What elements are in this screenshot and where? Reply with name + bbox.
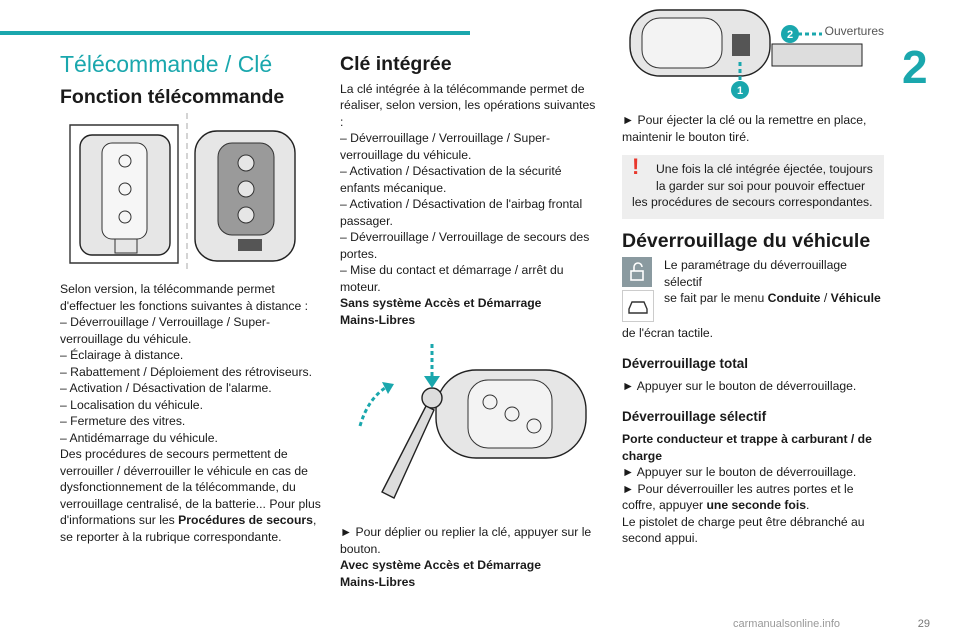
text-line: verrouillage centralisé, de la batterie... Pour plus bbox=[60, 496, 321, 511]
heading-remote-function: Fonction télécommande bbox=[60, 85, 285, 108]
text-span: / bbox=[820, 291, 831, 305]
text-line: de l'écran tactile. bbox=[622, 326, 714, 340]
list-item: passager. bbox=[340, 213, 393, 228]
heading-total-unlocking: Déverrouillage total bbox=[622, 355, 749, 371]
text-line: Une fois la clé intégrée éjectée, toujours bbox=[656, 162, 873, 176]
list-item: – Activation / Désactivation de l'airbag frontal bbox=[340, 197, 583, 211]
text-line bbox=[622, 497, 884, 514]
eject-key-illustration bbox=[622, 4, 884, 102]
text-line: ► Pour déplier ou replier la clé, appuyer sur le bbox=[340, 525, 592, 539]
text-line: ► Appuyer sur le bouton de déverrouillage. bbox=[622, 465, 857, 479]
text-line: se reporter à la rubrique correspondante. bbox=[60, 529, 282, 544]
section-label: Ouvertures bbox=[824, 24, 884, 38]
header-rule bbox=[0, 31, 470, 35]
list-item: – Éclairage à distance. bbox=[60, 348, 184, 362]
subheading: charge bbox=[622, 448, 662, 463]
text-span: une seconde fois bbox=[706, 498, 807, 512]
text-line: second appui. bbox=[622, 531, 698, 545]
list-item: – Déverrouillage / Verrouillage de secours des bbox=[340, 230, 590, 244]
list-item: – Déverrouillage / Verrouillage / Super- bbox=[340, 131, 551, 145]
subheading: Avec système Accès et Démarrage bbox=[340, 558, 541, 572]
subheading: Mains-Libres bbox=[340, 312, 416, 327]
heading-unlocking: Déverrouillage du véhicule bbox=[622, 229, 871, 252]
column-integrated-key bbox=[340, 50, 602, 590]
text-span: coffre, appuyer bbox=[622, 498, 707, 512]
text-line bbox=[60, 512, 322, 529]
list-item: enfants mécanique. bbox=[340, 180, 447, 195]
setting-icons bbox=[622, 257, 654, 325]
text-span: , bbox=[312, 513, 317, 527]
text-line: La clé intégrée à la télécommande permet de bbox=[340, 81, 585, 96]
heading-integrated-key: Clé intégrée bbox=[340, 53, 452, 75]
text-line: les procédures de secours correspondantes. bbox=[632, 195, 873, 209]
list-item: – Rabattement / Déploiement des rétroviseurs. bbox=[60, 364, 312, 379]
unlock-icon bbox=[622, 257, 652, 287]
warning-box bbox=[622, 155, 884, 219]
text-line: d'effectuer les fonctions suivantes à distance : bbox=[60, 298, 309, 313]
page-title: Télécommande / Clé bbox=[60, 51, 273, 77]
page-number: 29 bbox=[917, 618, 930, 630]
watermark: carmanualsonline.info bbox=[733, 618, 841, 630]
heading-selective-unlocking: Déverrouillage sélectif bbox=[622, 408, 767, 424]
link-emergency-procedures: Procédures de secours bbox=[178, 513, 313, 527]
subheading: Sans système Accès et Démarrage bbox=[340, 296, 542, 310]
text-line: bouton. bbox=[340, 541, 381, 556]
text-line: ► Appuyer sur le bouton de déverrouillage. bbox=[622, 379, 857, 393]
remote-keys-illustration bbox=[60, 113, 322, 273]
list-item: – Activation / Désactivation de la sécurité bbox=[340, 164, 562, 178]
setting-note bbox=[622, 257, 884, 325]
text-line: Selon version, la télécommande permet bbox=[60, 282, 275, 296]
text-line bbox=[664, 290, 884, 307]
list-item: – Déverrouillage / Verrouillage / Super- bbox=[60, 315, 271, 329]
list-item: – Antidémarrage du véhicule. bbox=[60, 430, 218, 445]
text-line: ► Pour éjecter la clé ou la remettre en place, bbox=[622, 113, 867, 127]
subheading: Mains-Libres bbox=[340, 574, 416, 589]
subheading: Porte conducteur et trappe à carburant / de bbox=[622, 432, 872, 446]
text-line: dysfonctionnement de la télécommande, du bbox=[60, 480, 296, 494]
text-line: réaliser, selon version, les opérations suivantes : bbox=[340, 98, 596, 129]
menu-vehicle: Véhicule bbox=[830, 291, 881, 305]
list-item: – Fermeture des vitres. bbox=[60, 414, 186, 428]
chapter-number: 2 bbox=[902, 41, 928, 93]
text-line: maintenir le bouton tiré. bbox=[622, 129, 750, 144]
text-line: Le paramétrage du déverrouillage sélectif bbox=[664, 258, 847, 289]
text-line: la garder sur soi pour pouvoir effectuer bbox=[656, 178, 866, 193]
list-item: – Localisation du véhicule. bbox=[60, 397, 203, 412]
car-icon bbox=[622, 290, 654, 322]
text-span: d'informations sur les bbox=[60, 513, 179, 527]
text-line: ► Pour déverrouiller les autres portes et le bbox=[622, 481, 854, 496]
menu-driving: Conduite bbox=[767, 291, 821, 305]
text-line: Le pistolet de charge peut être débranché au bbox=[622, 514, 865, 529]
list-item: verrouillage du véhicule. bbox=[60, 331, 192, 346]
list-item: verrouillage du véhicule. bbox=[340, 147, 472, 162]
text-span: . bbox=[806, 498, 810, 512]
text-line: Des procédures de secours permettent de bbox=[60, 447, 288, 461]
list-item: portes. bbox=[340, 246, 378, 261]
list-item: – Mise du contact et démarrage / arrêt du bbox=[340, 263, 564, 277]
column-remote bbox=[60, 50, 322, 545]
warning-icon: ! bbox=[632, 154, 640, 179]
list-item: – Activation / Désactivation de l'alarme. bbox=[60, 381, 272, 395]
list-item: moteur. bbox=[340, 279, 381, 294]
text-span: se fait par le menu bbox=[664, 291, 768, 305]
text-line: verrouiller / déverrouiller le véhicule en cas de bbox=[60, 463, 308, 478]
callout-1: 1 bbox=[736, 85, 744, 97]
callout-2: 2 bbox=[786, 29, 794, 41]
flip-key-illustration bbox=[340, 342, 602, 512]
